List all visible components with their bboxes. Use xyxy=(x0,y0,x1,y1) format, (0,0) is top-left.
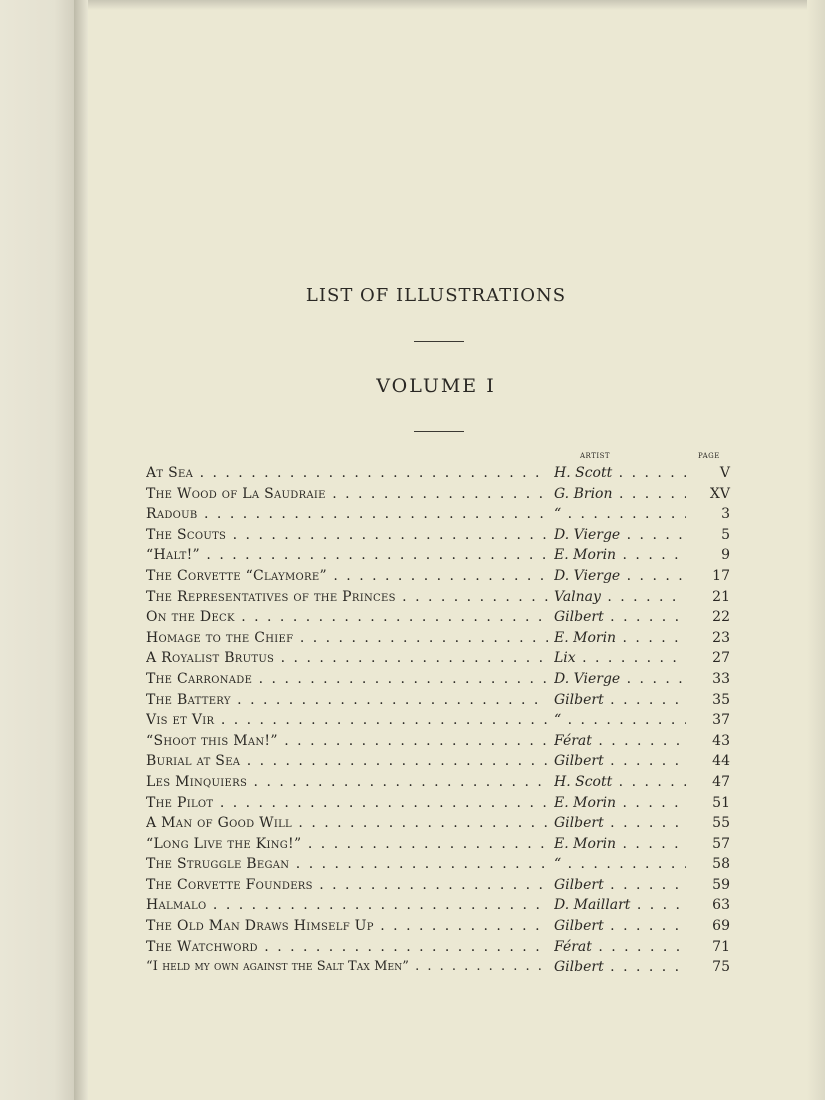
entry-artist: D. Vierge . . . xyxy=(554,525,704,546)
entry-artist: “ . . . xyxy=(554,504,704,525)
entry-title: Homage to the Chief . . . xyxy=(146,628,548,649)
entry-page: 9 xyxy=(686,545,730,566)
entry-title: The Old Man Draws Himself Up . . . xyxy=(146,916,548,937)
entry-artist: Gilbert . . . xyxy=(554,607,704,628)
entry-page: 23 xyxy=(686,628,730,649)
list-item xyxy=(146,854,746,875)
entry-artist: Gilbert . . . xyxy=(554,875,704,896)
entry-title: Les Minquiers . . . xyxy=(146,772,548,793)
list-item xyxy=(146,648,746,669)
entry-artist: E. Morin . . . xyxy=(554,628,704,649)
entry-artist: Gilbert . . . xyxy=(554,751,704,772)
entry-artist: E. Morin . . . xyxy=(554,793,704,814)
entry-page: 57 xyxy=(686,834,730,855)
entry-page: 22 xyxy=(686,607,730,628)
entry-title: The Corvette “Claymore” . . . xyxy=(146,566,548,587)
left-page xyxy=(0,0,78,1100)
list-item xyxy=(146,484,746,505)
right-page-edge xyxy=(807,0,825,1100)
entry-page: 35 xyxy=(686,690,730,711)
list-item xyxy=(146,772,746,793)
entry-page: 58 xyxy=(686,854,730,875)
entry-artist: Gilbert . . . xyxy=(554,916,704,937)
entry-page: 27 xyxy=(686,648,730,669)
list-item xyxy=(146,525,746,546)
list-item xyxy=(146,566,746,587)
entry-page: 69 xyxy=(686,916,730,937)
page-column-label: PAGE xyxy=(698,452,720,460)
list-item xyxy=(146,628,746,649)
entry-page: 71 xyxy=(686,937,730,958)
list-item xyxy=(146,504,746,525)
list-item xyxy=(146,607,746,628)
entry-artist: Valnay . . . xyxy=(554,587,704,608)
entry-title: Halmalo . . . xyxy=(146,895,548,916)
entry-title: The Struggle Began . . . xyxy=(146,854,548,875)
entry-title: A Man of Good Will . . . xyxy=(146,813,548,834)
entry-artist: Férat . . . xyxy=(554,937,704,958)
list-item xyxy=(146,916,746,937)
entry-artist: “ . . . xyxy=(554,710,704,731)
list-item xyxy=(146,834,746,855)
list-item xyxy=(146,690,746,711)
entry-artist: D. Vierge . . . xyxy=(554,669,704,690)
entry-artist: H. Scott . . . xyxy=(554,772,704,793)
entry-artist: G. Brion . . . xyxy=(554,484,704,505)
entry-artist: “ . . . xyxy=(554,854,704,875)
entry-artist: H. Scott . . . xyxy=(554,463,704,484)
entry-page: 44 xyxy=(686,751,730,772)
entry-title: Vis et Vir . . . xyxy=(146,710,548,731)
entry-page: 51 xyxy=(686,793,730,814)
entry-page: XV xyxy=(686,484,730,505)
artist-column-label: ARTIST xyxy=(580,452,611,460)
entry-page: 47 xyxy=(686,772,730,793)
list-item xyxy=(146,669,746,690)
volume-title: VOLUME I xyxy=(376,375,496,397)
list-item xyxy=(146,793,746,814)
entry-title: The Representatives of the Princes . . . xyxy=(146,587,548,608)
entry-title: “Halt!” . . . xyxy=(146,545,548,566)
list-item xyxy=(146,937,746,958)
entry-artist: D. Maillart . . . xyxy=(554,895,704,916)
top-shadow xyxy=(86,0,825,10)
list-item xyxy=(146,895,746,916)
entry-page: 33 xyxy=(686,669,730,690)
entry-page: 55 xyxy=(686,813,730,834)
list-item xyxy=(146,587,746,608)
entry-page: 17 xyxy=(686,566,730,587)
entry-title: The Watchword . . . xyxy=(146,937,548,958)
page-title: LIST OF ILLUSTRATIONS xyxy=(305,285,567,306)
entry-page: 21 xyxy=(686,587,730,608)
entry-artist: Lix . . . xyxy=(554,648,704,669)
entry-title: At Sea . . . xyxy=(146,463,548,484)
entry-title: A Royalist Brutus . . . xyxy=(146,648,548,669)
entry-page: 59 xyxy=(686,875,730,896)
list-item xyxy=(146,545,746,566)
entry-title: The Scouts . . . xyxy=(146,525,548,546)
entry-page: 3 xyxy=(686,504,730,525)
entry-artist: E. Morin . . . xyxy=(554,545,704,566)
entry-artist: Férat . . . xyxy=(554,731,704,752)
list-item xyxy=(146,731,746,752)
entry-page: 75 xyxy=(686,957,730,978)
list-item xyxy=(146,463,746,484)
entry-title: “I held my own against the Salt Tax Men” . . . xyxy=(146,957,548,978)
entry-artist: D. Vierge . . . xyxy=(554,566,704,587)
entry-title: The Corvette Founders . . . xyxy=(146,875,548,896)
entry-artist: Gilbert . . . xyxy=(554,957,704,978)
entry-page: V xyxy=(686,463,730,484)
entry-artist: Gilbert . . . xyxy=(554,813,704,834)
entry-title: On the Deck . . . xyxy=(146,607,548,628)
entry-title: Radoub . . . xyxy=(146,504,548,525)
entry-title: The Carronade . . . xyxy=(146,669,548,690)
entry-artist: E. Morin . . . xyxy=(554,834,704,855)
entry-title: “Long Live the King!” . . . xyxy=(146,834,548,855)
entry-title: Burial at Sea . . . xyxy=(146,751,548,772)
list-item xyxy=(146,957,746,978)
entry-artist: Gilbert . . . xyxy=(554,690,704,711)
entry-page: 63 xyxy=(686,895,730,916)
volume-rule xyxy=(414,431,464,432)
list-item xyxy=(146,813,746,834)
list-item xyxy=(146,751,746,772)
list-item xyxy=(146,710,746,731)
entry-page: 43 xyxy=(686,731,730,752)
book-gutter xyxy=(74,0,88,1100)
entry-page: 5 xyxy=(686,525,730,546)
entry-title: The Pilot . . . xyxy=(146,793,548,814)
list-item xyxy=(146,875,746,896)
entry-title: The Wood of La Saudraie . . . xyxy=(146,484,548,505)
entry-title: The Battery . . . xyxy=(146,690,548,711)
title-rule xyxy=(414,341,464,342)
illustration-list xyxy=(146,463,746,978)
entry-page: 37 xyxy=(686,710,730,731)
entry-title: “Shoot this Man!” . . . xyxy=(146,731,548,752)
